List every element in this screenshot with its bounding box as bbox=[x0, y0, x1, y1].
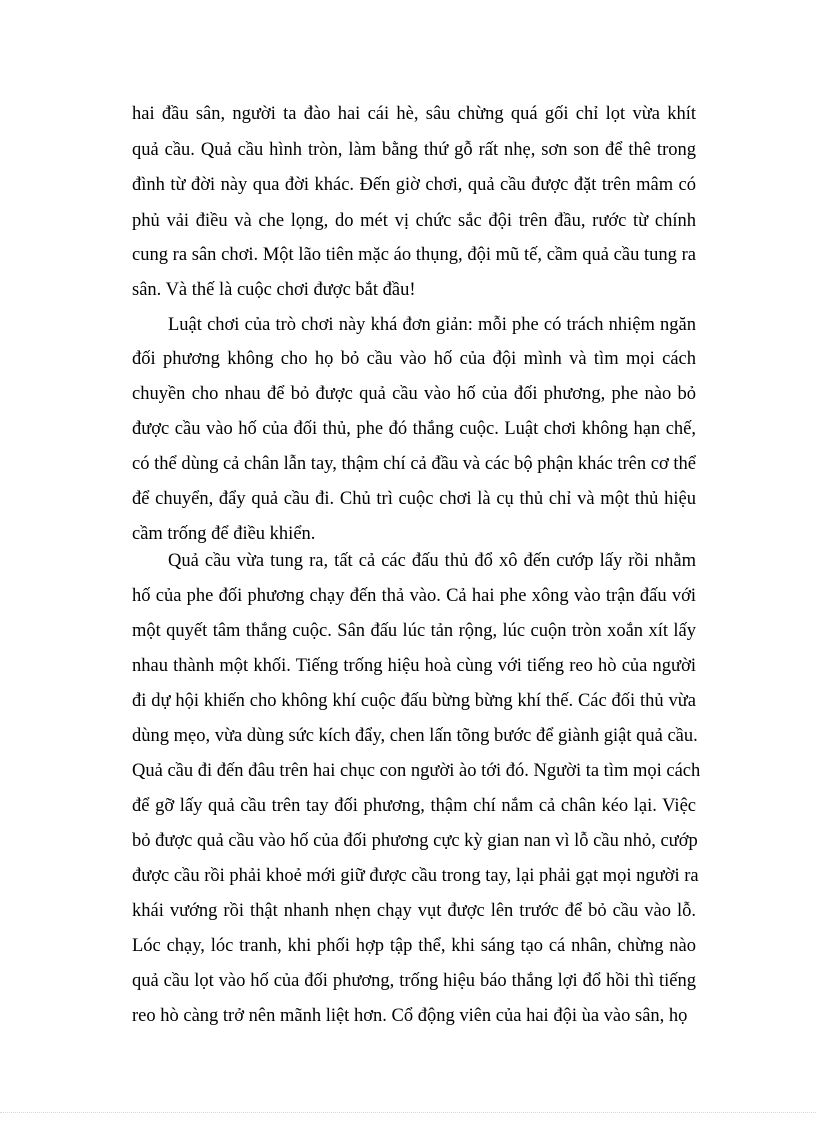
text-line: cầm trống để điều khiển. bbox=[132, 524, 316, 544]
page-bottom-divider bbox=[0, 1112, 816, 1113]
text-line: được cầu rồi phải khoẻ mới giữ được cầu trong tay, lại phải gạt mọi người ra bbox=[132, 866, 699, 886]
text-line: để gỡ lấy quả cầu trên tay đối phương, thậm chí nắm cả chân kéo lại. Việc bbox=[132, 796, 696, 816]
text-line: khái vướng rồi thật nhanh nhẹn chạy vụt được lên trước để bỏ cầu vào lỗ. bbox=[132, 901, 696, 921]
text-line: được cầu vào hố của đối thủ, phe đó thắng cuộc. Luật chơi không hạn chế, bbox=[132, 419, 696, 439]
text-line: dùng mẹo, vừa dùng sức kích đẩy, chen lấn tõng bước để giành giật quả cầu. bbox=[132, 726, 698, 746]
text-line: nhau thành một khối. Tiếng trống hiệu hoà cùng với tiếng reo hò của người bbox=[132, 656, 696, 676]
text-line: đi dự hội khiến cho không khí cuộc đấu bừng bừng khí thế. Các đối thủ vừa bbox=[132, 691, 696, 711]
text-line: phủ vải điều và che lọng, do mét vị chức sắc đội trên đầu, rước từ chính bbox=[132, 211, 696, 231]
text-line: quả cầu. Quả cầu hình tròn, làm bằng thứ gỗ rất nhẹ, sơn son để thê trong bbox=[132, 140, 696, 160]
text-line: chuyền cho nhau để bỏ được quả cầu vào hố của đối phương, phe nào bỏ bbox=[132, 384, 696, 404]
text-line: hai đầu sân, người ta đào hai cái hè, sâu chừng quá gối chỉ lọt vừa khít bbox=[132, 104, 696, 124]
text-line: quả cầu lọt vào hố của đối phương, trống hiệu báo thắng lợi đổ hồi thì tiếng bbox=[132, 971, 696, 991]
text-line: bỏ được quả cầu vào hố của đối phương cực kỳ gian nan vì lỗ cầu nhỏ, cướp bbox=[132, 831, 698, 851]
text-line: Quả cầu vừa tung ra, tất cả các đấu thủ đổ xô đến cướp lấy rồi nhằm bbox=[168, 551, 696, 571]
text-line: hố của phe đối phương chạy đến thả vào. Cả hai phe xông vào trận đấu với bbox=[132, 586, 696, 606]
text-line: để chuyển, đẩy quả cầu đi. Chủ trì cuộc chơi là cụ thủ chỉ và một thủ hiệu bbox=[132, 489, 696, 509]
text-line: một quyết tâm thắng cuộc. Sân đấu lúc tản rộng, lúc cuộn tròn xoắn xít lấy bbox=[132, 621, 696, 641]
text-line: sân. Và thế là cuộc chơi được bắt đầu! bbox=[132, 280, 416, 300]
text-line: Quả cầu đi đến đâu trên hai chục con người ào tới đó. Người ta tìm mọi cách bbox=[132, 761, 701, 781]
text-line: Lóc chạy, lóc tranh, khi phối hợp tập thể, khi sáng tạo cá nhân, chừng nào bbox=[132, 936, 696, 956]
text-line: reo hò càng trở nên mãnh liệt hơn. Cổ động viên của hai đội ùa vào sân, họ bbox=[132, 1006, 688, 1026]
text-line: có thể dùng cả chân lẫn tay, thậm chí cả đầu và các bộ phận khác trên cơ thể bbox=[132, 454, 696, 474]
text-line: đối phương không cho họ bỏ cầu vào hố của đội mình và tìm mọi cách bbox=[132, 349, 696, 369]
text-line: Luật chơi của trò chơi này khá đơn giản: mỗi phe có trách nhiệm ngăn bbox=[168, 315, 696, 335]
text-line: đình từ đời này qua đời khác. Đến giờ chơi, quả cầu được đặt trên mâm có bbox=[132, 175, 696, 195]
text-line: cung ra sân chơi. Một lão tiên mặc áo thụng, đội mũ tế, cầm quả cầu tung ra bbox=[132, 245, 696, 265]
